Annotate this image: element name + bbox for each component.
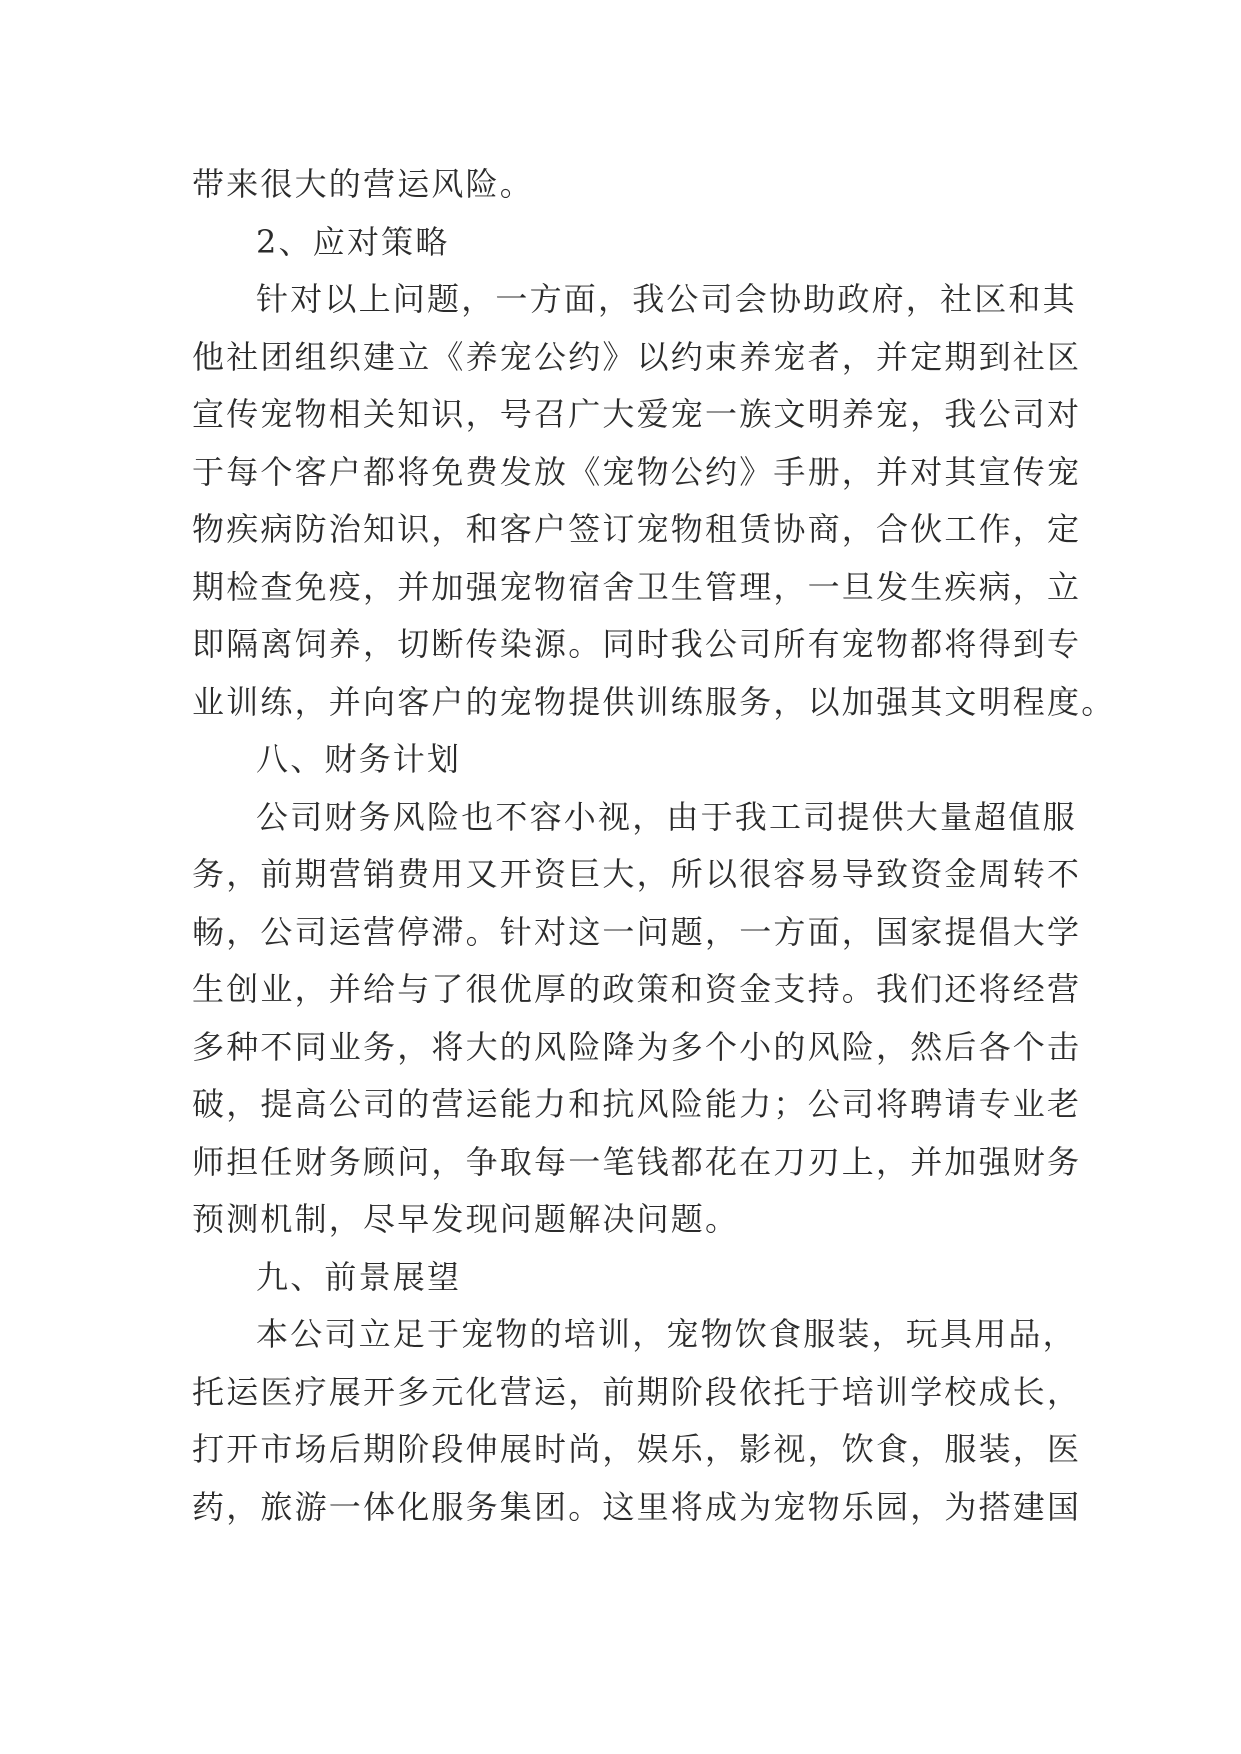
paragraph-outlook bbox=[192, 1306, 1082, 1536]
text-line: 物疾病防治知识，和客户签订宠物租赁协商，合伙工作，定 bbox=[192, 510, 1082, 548]
text-line: 他社团组织建立《养宠公约》以约束养宠者，并定期到社区 bbox=[192, 337, 1082, 376]
text-line: 预测机制，尽早发现问题解决问题。 bbox=[192, 1200, 740, 1238]
section-heading-finance bbox=[192, 731, 1062, 789]
text-line: 托运医疗展开多元化营运，前期阶段依托于培训学校成长， bbox=[192, 1372, 1082, 1411]
text-line: 生创业，并给与了很优厚的政策和资金支持。我们还将经营 bbox=[192, 970, 1082, 1008]
paragraph-strategy bbox=[192, 271, 1116, 731]
text-line: 公司财务风险也不容小视，由于我工司提供大量超值服 bbox=[256, 797, 1077, 836]
text-line: 于每个客户都将免费发放《宠物公约》手册，并对其宣传宠 bbox=[192, 452, 1082, 491]
text-line: 破，提高公司的营运能力和抗风险能力；公司将聘请专业老 bbox=[192, 1085, 1082, 1123]
text-line: 本公司立足于宠物的培训，宠物饮食服装，玩具用品， bbox=[256, 1315, 1077, 1353]
section-heading-outlook bbox=[192, 1249, 1062, 1307]
paragraph-finance bbox=[192, 789, 1082, 1249]
heading-text: 九、前景展望 bbox=[256, 1257, 462, 1296]
text-line: 期检查免疫，并加强宠物宿舍卫生管理，一旦发生疾病，立 bbox=[192, 567, 1082, 606]
paragraph-continuation bbox=[192, 156, 1062, 214]
text-line: 宣传宠物相关知识，号召广大爱宠一族文明养宠，我公司对 bbox=[192, 395, 1082, 433]
heading-text: 2、应对策略 bbox=[256, 222, 450, 261]
section-heading-strategy bbox=[192, 214, 1062, 272]
text-line: 务，前期营销费用又开资巨大，所以很容易导致资金周转不 bbox=[192, 855, 1082, 893]
text-line: 打开市场后期阶段伸展时尚，娱乐，影视，饮食，服装，医 bbox=[192, 1430, 1082, 1468]
text-line: 即隔离饲养，切断传染源。同时我公司所有宠物都将得到专 bbox=[192, 625, 1082, 663]
text-line: 畅，公司运营停滞。针对这一问题，一方面，国家提倡大学 bbox=[192, 912, 1082, 951]
text-line: 多种不同业务，将大的风险降为多个小的风险，然后各个击 bbox=[192, 1027, 1082, 1066]
text-line: 师担任财务顾问，争取每一笔钱都花在刀刃上，并加强财务 bbox=[192, 1142, 1082, 1181]
text-line: 针对以上问题，一方面，我公司会协助政府，社区和其 bbox=[256, 280, 1077, 318]
text-line: 业训练，并向客户的宠物提供训练服务，以加强其文明程度。 bbox=[192, 682, 1116, 721]
heading-text: 八、财务计划 bbox=[256, 740, 462, 778]
text-line: 药，旅游一体化服务集团。这里将成为宠物乐园，为搭建国 bbox=[192, 1487, 1082, 1526]
document-body bbox=[192, 156, 1116, 1536]
text-line: 带来很大的营运风险。 bbox=[192, 165, 535, 203]
